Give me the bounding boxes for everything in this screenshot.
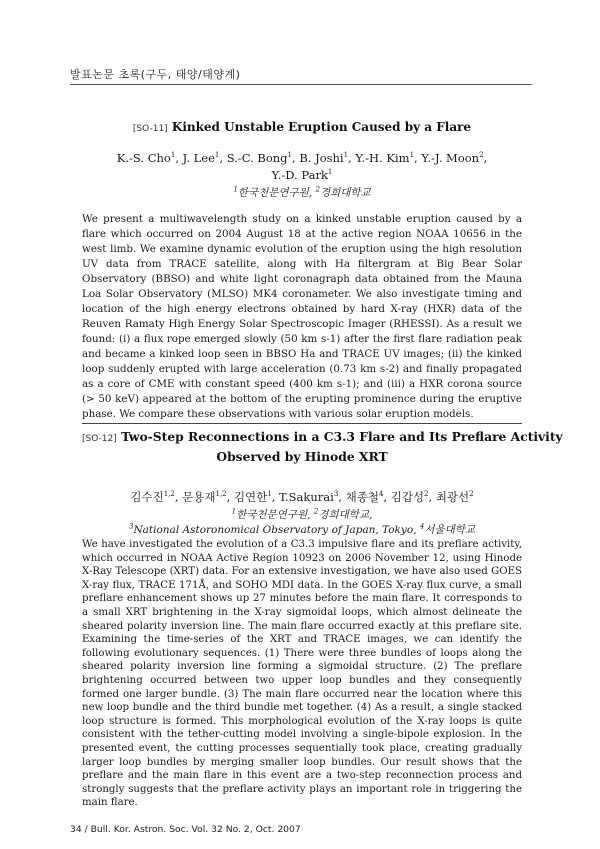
abstract-title-line: Two-Step Reconnections in a C3.3 Flare and Its Preflare Activity [121, 429, 563, 444]
affiliation: 서울대학교 [424, 524, 476, 536]
abstract-body: We present a multiwavelength study on a kinked unstable eruption caused by a flare which occurred on 2004 August 18 at the active region NOAA 10656 in the west limb. We examine dynamic evolution of the eruption using the high resolution UV data from TRACE satellite, along with Ha filtergram at Big Bear Solar Observatory (BBSO) and white light coronagraph data obtained from the Mauna Loa Solar Observatory (MLSO) MK4 coronameter. We also investigate timing and location of the high energy electrons obtained by hard X-ray (HXR) data of the Reuven Ramaty High Energy Solar Spectroscopic Imager (RHESSI). As a result we found: (i) a flux rope emerged slowly (50 km s-1) after the first flare radiation peak and became a kinked loop seen in BBSO Ha and TRACE UV images; (ii) the kinked loop suddenly erupted with large acceleration (0.73 km s-2) and finally propagated as a core of CME with constant speed (400 km s-1); and (iii) a HXR corona source (> 50 keV) appeared at the bottom of the erupting prominence during the eruptive phase. We compare these observations with various solar eruption models. [82, 213, 522, 420]
author: 최광선$^2$ [435, 490, 474, 504]
affiliation: National Astoronomical Observatory of Japan, Tokyo [133, 524, 414, 536]
author: S.-C. Bong$^1$ [226, 151, 293, 165]
affiliation-list: $^1$한국천문연구원, $^2$경희대학교, $^3$National Astoronomical Observatory of Japan, Tokyo, $^4$서울대학교 [128, 507, 476, 536]
author: 김연한$^1$ [233, 490, 272, 504]
author-list: K.-S. Cho$^1$, J. Lee$^1$, S.-C. Bong$^1$, B. Joshi$^1$, Y.-H. Kim$^1$, Y.-J. Moon$^2$, Y.-D. Park$^1$ [116, 151, 488, 182]
author: 문용재$^{1,2}$ [182, 490, 227, 504]
abstract-title-text: Kinked Unstable Eruption Caused by a Flare [171, 120, 472, 134]
author: Y.-D. Park$^1$ [271, 168, 333, 182]
affiliation: 경희대학교 [318, 509, 369, 521]
author: 김갑성$^2$ [390, 490, 429, 504]
affiliation: 한국천문연구원 [236, 509, 308, 521]
author: Y.-J. Moon$^2$ [421, 151, 484, 165]
running-header: 발표논문 초록(구두, 태양/태양계) [70, 68, 241, 81]
abstract-code: [SO-11] [132, 124, 168, 134]
abstract-title-line: Observed by Hinode XRT [216, 449, 388, 464]
header-rule [70, 84, 532, 85]
section-divider [82, 423, 522, 424]
author: 김수진$^{1,2}$ [130, 490, 175, 504]
affiliation-list: $^1$한국천문연구원, $^2$경희대학교 [233, 185, 371, 199]
affiliation: 한국천문연구원 [237, 187, 309, 199]
abstract-code: [SO-12] [82, 434, 117, 444]
abstract-title [82, 120, 522, 134]
abstract-title [82, 428, 563, 466]
author: K.-S. Cho$^1$ [116, 151, 176, 165]
author: T.Sakurai$^3$ [279, 490, 339, 504]
abstract-body: We have investigated the evolution of a C3.3 impulsive flare and its preflare activity, which occurred in NOAA Active Region 10923 on 2006 November 12, using Hinode X-Ray Telescope (XRT) data. For an extensive investigation, we have also used GOES X-ray flux, TRACE 171Å, and SOHO MDI data. In the GOES X-ray flux curve, a small preflare enhancement shows up 27 minutes before the main flare. It corresponds to a small XRT brightening in the X-ray sigmoidal loops, which almost delineate the sheared polarity inversion line. The main flare occurred exactly at this preflare site. Examining the time-series of the XRT and TRACE images, we can identify the following evolutionary sequences. (1) There were three bundles of loops along the sheared polarity inversion line forming a sigmoidal structure. (2) The preflare brightening occurred between two upper loop bundles and they consequently formed one larger bundle. (3) The main flare occurred near the location where this new loop bundle and the third bundle met together. (4) As a result, a single stacked loop structure is formed. This morphological evolution of the X-ray loops is quite consistent with the tether-cutting model involving a single-bipole explosion. In the presented event, the cutting processes sequentially took place, creating gradually larger loop bundles by merging smaller loop bundles. Our result shows that the preflare and the main flare in this event are a two-step reconnection process and strongly suggests that the preflare activity plays an important role in triggering the main flare. [82, 539, 522, 809]
abstract-so-12 [82, 428, 563, 538]
author-list: 김수진$^{1,2}$, 문용재$^{1,2}$, 김연한$^1$, T.Sakurai$^3$, 채종철$^4$, 김갑성$^2$, 최광선$^2$ [130, 490, 474, 504]
page-footer: 34 / Bull. Kor. Astron. Soc. Vol. 32 No. 2, Oct. 2007 [70, 824, 301, 835]
affiliation: 경희대학교 [319, 187, 371, 199]
abstract-so-11 [82, 120, 522, 201]
author: Y.-H. Kim$^1$ [355, 151, 415, 165]
author: 채종철$^4$ [345, 490, 384, 504]
author: J. Lee$^1$ [182, 151, 220, 165]
author: B. Joshi$^1$ [299, 151, 349, 165]
